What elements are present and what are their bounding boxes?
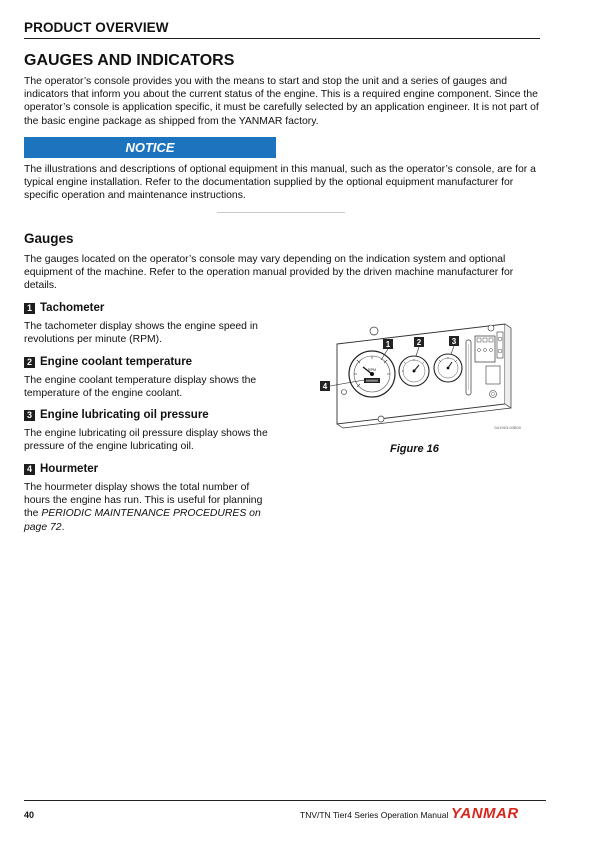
intro-paragraph: The operator’s console provides you with the means to start and stop the unit and a series of gauges and indicators that inform you about the current status of the engine. This is a required engine component. Since the operator’s console is application specific, it must be carefully selected by an application engineer. It is not part of the basic engine package as shipped from the YANMAR factory. bbox=[24, 76, 539, 127]
hourmeter-digits: 000000 bbox=[365, 380, 379, 384]
callout-3: 3 bbox=[451, 337, 457, 346]
gauge-item-coolant-temperature bbox=[24, 356, 274, 400]
callout-2: 2 bbox=[416, 338, 422, 347]
item-title: Tachometer bbox=[40, 302, 105, 314]
page-title: GAUGES AND INDICATORS bbox=[24, 52, 235, 69]
item-number-badge: 4 bbox=[24, 464, 35, 475]
item-text: The engine coolant temperature display shows the temperature of the engine coolant. bbox=[24, 375, 257, 400]
item-text-prefix: The hourmeter display shows the total number of hours the engine has run. This is useful for planning the bbox=[24, 482, 263, 520]
tachometer-rpm-label: RPM bbox=[368, 368, 376, 372]
notice-text: The illustrations and descriptions of optional equipment in this manual, such as the operator’s console, are for a typical engine installation. Refer to the documentation supplied by the optional equipment manufacturer for specific operation and maintenance instructions. bbox=[24, 164, 536, 202]
notice-label: NOTICE bbox=[24, 137, 276, 158]
item-text bbox=[24, 481, 274, 534]
footer-divider bbox=[24, 800, 546, 801]
item-text-suffix: . bbox=[61, 521, 65, 533]
item-text: The engine lubricating oil pressure display shows the pressure of the engine lubricating oil. bbox=[24, 428, 268, 453]
section-header: PRODUCT OVERVIEW bbox=[24, 20, 540, 39]
item-title: Engine coolant temperature bbox=[40, 356, 193, 368]
item-number-badge: 1 bbox=[24, 303, 35, 314]
item-text: The tachometer display shows the engine speed in revolutions per minute (RPM). bbox=[24, 321, 258, 346]
figure-caption: Figure 16 bbox=[390, 443, 439, 455]
item-title: Engine lubricating oil pressure bbox=[40, 409, 209, 421]
gauges-intro: The gauges located on the operator’s console may vary depending on the indication system and optional equipment of the machine. Refer to the operation manual provided by the driven machine manufacturer for details. bbox=[24, 254, 514, 292]
operator-console-illustration bbox=[315, 322, 525, 430]
callout-4: 4 bbox=[322, 382, 328, 391]
gauge-item-oil-pressure bbox=[24, 409, 274, 453]
yanmar-logo: YANMAR bbox=[451, 805, 519, 822]
gauges-heading: Gauges bbox=[24, 231, 74, 246]
figure-image-code: 0A1963-00B00 bbox=[494, 425, 521, 430]
callout-1: 1 bbox=[385, 340, 391, 349]
divider bbox=[217, 212, 345, 213]
manual-title: TNV/TN Tier4 Series Operation Manual bbox=[300, 810, 449, 820]
page-number: 40 bbox=[24, 810, 35, 820]
item-title: Hourmeter bbox=[40, 463, 99, 475]
gauge-item-tachometer bbox=[24, 302, 274, 346]
gauge-item-hourmeter bbox=[24, 463, 274, 534]
cross-reference-link[interactable]: PERIODIC MAINTENANCE PROCEDURES on page 72 bbox=[24, 508, 261, 533]
item-number-badge: 2 bbox=[24, 357, 35, 368]
item-number-badge: 3 bbox=[24, 410, 35, 421]
